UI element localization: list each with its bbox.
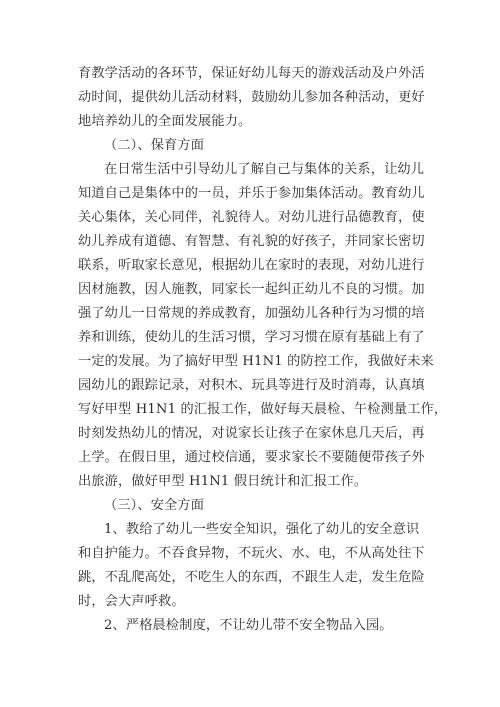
- paragraph-line: 联系，听取家长意见，根据幼儿在家时的表现，对幼儿进行: [78, 258, 425, 273]
- paragraph-line: 上学。在假日里，通过校信通，要求家长不要随便带孩子外: [78, 450, 425, 465]
- paragraph-line: 幼儿养成有道德、有智慧、有礼貌的好孩子，并同家长密切: [78, 234, 425, 249]
- paragraph-line: 1、教给了幼儿一些安全知识，强化了幼儿的安全意识: [104, 522, 420, 537]
- paragraph-line: 写好甲型 H1N1 的汇报工作，做好每天晨检、午检测量工作，: [78, 402, 448, 417]
- paragraph-line: 强了幼儿一日常规的养成教育，加强幼儿各种行为习惯的培: [78, 306, 425, 321]
- paragraph-line: 育教学活动的各环节，保证好幼儿每天的游戏活动及户外活: [78, 66, 425, 81]
- paragraph-line: 时刻发热幼儿的情况，对说家长让孩子在家休息几天后，再: [78, 426, 425, 441]
- paragraph-line: 知道自己是集体中的一员，并乐于参加集体活动。教育幼儿: [78, 186, 425, 201]
- paragraph-line: 养和训练，使幼儿的生活习惯，学习习惯在原有基础上有了: [78, 330, 425, 345]
- paragraph-line: 园幼儿的跟踪记录，对积木、玩具等进行及时消毒，认真填: [78, 378, 425, 393]
- paragraph-line: 和自护能力。不吞食异物，不玩火、水、电，不从高处往下: [78, 546, 425, 561]
- document-body: [78, 62, 448, 638]
- paragraph-line: 一定的发展。为了搞好甲型 H1N1 的防控工作，我做好未来: [78, 354, 434, 369]
- paragraph-line: 2、严格晨检制度，不让幼儿带不安全物品入园。: [104, 618, 393, 633]
- paragraph-line: 跳，不乱爬高处，不吃生人的东西，不跟生人走，发生危险: [78, 570, 425, 585]
- section-heading-safety: （三）、安全方面: [104, 498, 205, 513]
- section-heading-childcare: （二）、保育方面: [104, 138, 205, 153]
- paragraph-line: 在日常生活中引导幼儿了解自己与集体的关系，让幼儿: [104, 162, 425, 177]
- paragraph-line: 出旅游，做好甲型 H1N1 假日统计和汇报工作。: [78, 474, 368, 489]
- paragraph-line: 因材施教，因人施教，同家长一起纠正幼儿不良的习惯。加: [78, 282, 425, 297]
- paragraph-line: 动时间，提供幼儿活动材料，鼓励幼儿参加各种活动，更好: [78, 90, 425, 105]
- paragraph-line: 关心集体，关心同伴，礼貌待人。对幼儿进行品德教育，使: [78, 210, 425, 225]
- paragraph-line: 时，会大声呼救。: [78, 594, 185, 609]
- paragraph-line: 地培养幼儿的全面发展能力。: [78, 114, 252, 129]
